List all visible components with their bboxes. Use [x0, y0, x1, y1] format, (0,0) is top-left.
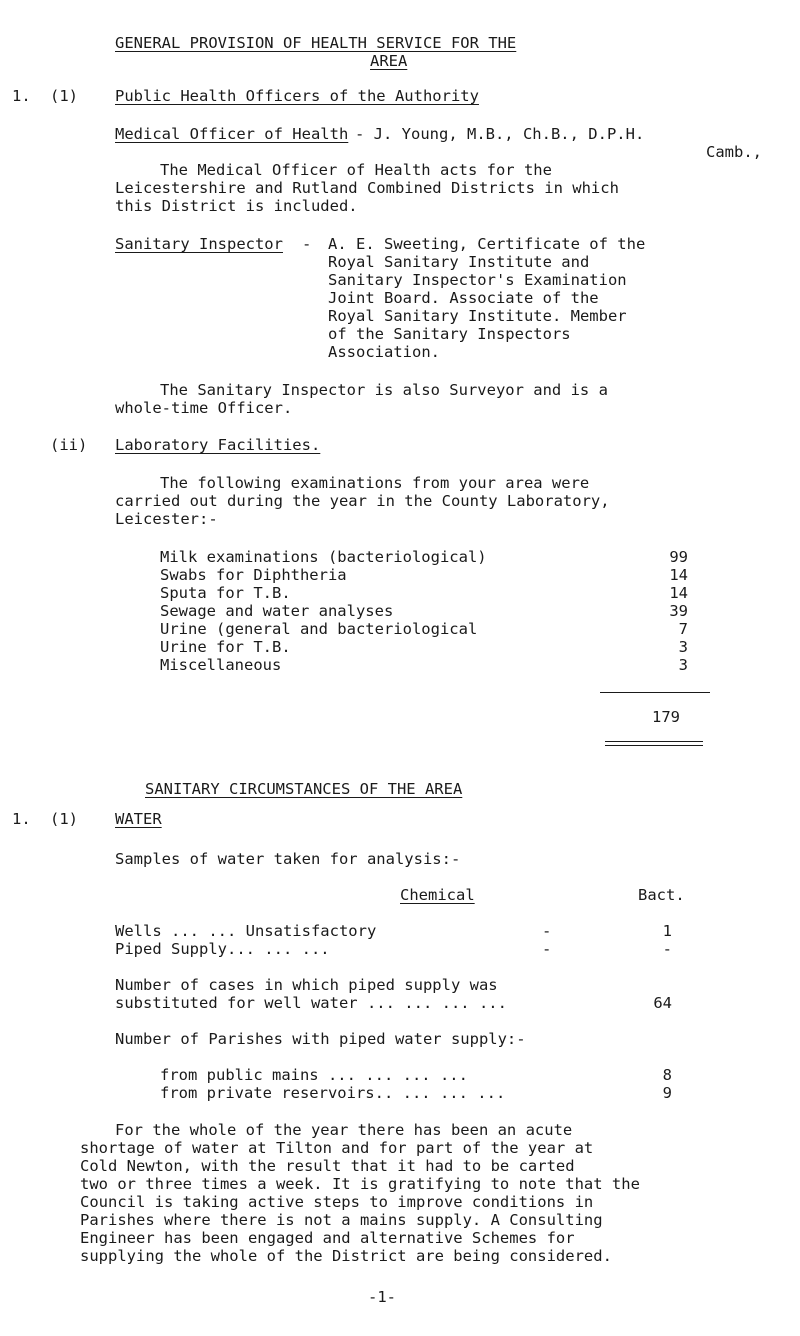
- si-dash: -: [302, 235, 312, 253]
- parishes-intro: Number of Parishes with piped water supply:-: [115, 1030, 526, 1048]
- section-number: 1.: [12, 810, 31, 828]
- lab-paragraph-line: Leicester:-: [115, 510, 218, 528]
- lab-item-name: Urine (general and bacteriological: [160, 620, 478, 638]
- lab-paragraph-line: carried out during the year in the County Laboratory,: [115, 492, 610, 510]
- column-header-chemical: Chemical: [400, 886, 475, 904]
- subsection-label: (1): [50, 810, 78, 828]
- reservoirs-label: from private reservoirs.. ... ... ...: [160, 1084, 506, 1102]
- subsection-heading: Laboratory Facilities.: [115, 436, 321, 454]
- piped-chemical-value: -: [542, 940, 552, 958]
- moh-value-line2: Camb.,: [706, 143, 762, 161]
- lab-item-count: 3: [678, 656, 688, 674]
- page-title: GENERAL PROVISION OF HEALTH SERVICE FOR THE: [115, 34, 517, 52]
- closing-paragraph-line: Cold Newton, with the result that it had to be carted: [80, 1157, 575, 1175]
- mains-label: from public mains ... ... ... ...: [160, 1066, 468, 1084]
- lab-item-name: Milk examinations (bacteriological): [160, 548, 487, 566]
- lab-total: 179: [652, 708, 680, 726]
- closing-paragraph-line: Parishes where there is not a mains supply. A Consulting: [80, 1211, 603, 1229]
- si-value-line: Sanitary Inspector's Examination: [328, 271, 627, 289]
- page-title-line2: AREA: [370, 52, 408, 70]
- lab-item-name: Swabs for Diphtheria: [160, 566, 347, 584]
- lab-item-count: 7: [678, 620, 688, 638]
- moh-label: Medical Officer of Health: [115, 125, 349, 143]
- lab-item-name: Sputa for T.B.: [160, 584, 291, 602]
- lab-item-name: Sewage and water analyses: [160, 602, 394, 620]
- wells-chemical-value: -: [542, 922, 552, 940]
- subsection-label: (1): [50, 87, 78, 105]
- lab-item-count: 14: [669, 584, 688, 602]
- cases-line: substituted for well water ... ... ... ...: [115, 994, 507, 1012]
- lab-item-count: 14: [669, 566, 688, 584]
- moh-paragraph-line: The Medical Officer of Health acts for the: [160, 161, 552, 179]
- si-value-line: A. E. Sweeting, Certificate of the: [328, 235, 646, 253]
- closing-paragraph-line: two or three times a week. It is gratifying to note that the: [80, 1175, 640, 1193]
- cases-value: 64: [653, 994, 672, 1012]
- subsection-heading: Public Health Officers of the Authority: [115, 87, 479, 105]
- total-double-rule: [605, 745, 703, 746]
- moh-paragraph-line: Leicestershire and Rutland Combined Districts in which: [115, 179, 619, 197]
- lab-item-count: 3: [678, 638, 688, 656]
- samples-intro: Samples of water taken for analysis:-: [115, 850, 461, 868]
- si-value-line: Royal Sanitary Institute. Member: [328, 307, 627, 325]
- closing-paragraph-line: Council is taking active steps to improve conditions in: [80, 1193, 594, 1211]
- si-value-line: of the Sanitary Inspectors: [328, 325, 571, 343]
- lab-item-count: 99: [669, 548, 688, 566]
- moh-value: - J. Young, M.B., Ch.B., D.P.H.: [355, 125, 645, 143]
- subsection-label: (ii): [50, 436, 88, 454]
- moh-paragraph-line: this District is included.: [115, 197, 358, 215]
- si-value-line: Royal Sanitary Institute and: [328, 253, 590, 271]
- mains-value: 8: [662, 1066, 672, 1084]
- lab-paragraph-line: The following examinations from your area were: [160, 474, 590, 492]
- closing-paragraph-line: shortage of water at Tilton and for part of the year at: [80, 1139, 594, 1157]
- si-value-line: Joint Board. Associate of the: [328, 289, 599, 307]
- subsection-heading: WATER: [115, 810, 162, 828]
- section-number: 1.: [12, 87, 31, 105]
- page-number: -1-: [368, 1288, 396, 1306]
- wells-bact-value: 1: [662, 922, 672, 940]
- closing-paragraph-line: supplying the whole of the District are being considered.: [80, 1247, 612, 1265]
- closing-paragraph-line: For the whole of the year there has been an acute: [115, 1121, 573, 1139]
- si-label: Sanitary Inspector: [115, 235, 283, 253]
- total-double-rule: [605, 741, 703, 742]
- lab-item-name: Urine for T.B.: [160, 638, 291, 656]
- si-value-line: Association.: [328, 343, 440, 361]
- closing-paragraph-line: Engineer has been engaged and alternative Schemes for: [80, 1229, 575, 1247]
- total-rule-top: [600, 692, 710, 693]
- piped-row-label: Piped Supply... ... ...: [115, 940, 330, 958]
- si-paragraph-line: whole-time Officer.: [115, 399, 293, 417]
- lab-item-count: 39: [669, 602, 688, 620]
- lab-item-name: Miscellaneous: [160, 656, 282, 674]
- reservoirs-value: 9: [662, 1084, 672, 1102]
- piped-bact-value: -: [662, 940, 672, 958]
- cases-line: Number of cases in which piped supply was: [115, 976, 498, 994]
- wells-row-label: Wells ... ... Unsatisfactory: [115, 922, 377, 940]
- si-paragraph-line: The Sanitary Inspector is also Surveyor and is a: [160, 381, 608, 399]
- section-heading: SANITARY CIRCUMSTANCES OF THE AREA: [145, 780, 463, 798]
- column-header-bact: Bact.: [638, 886, 685, 904]
